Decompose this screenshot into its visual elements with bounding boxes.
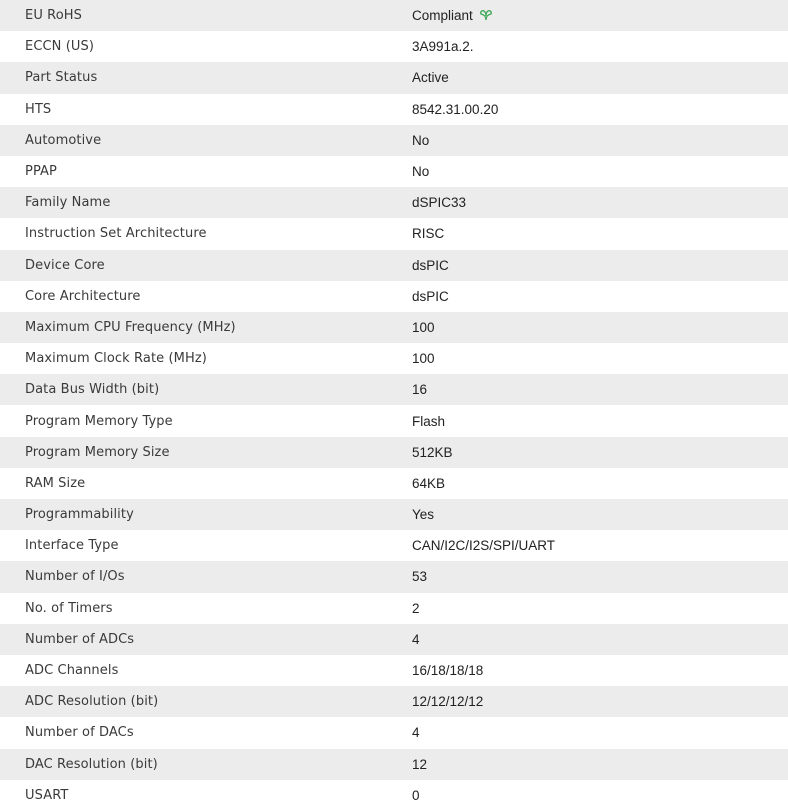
spec-value: 16/18/18/18 bbox=[412, 663, 484, 679]
spec-value-cell bbox=[412, 343, 788, 374]
spec-value: 16 bbox=[412, 382, 428, 398]
spec-label: Program Memory Type bbox=[25, 413, 173, 429]
spec-value: Compliant bbox=[412, 8, 473, 24]
spec-value: No bbox=[412, 164, 430, 180]
spec-label: Automotive bbox=[25, 132, 102, 148]
spec-row bbox=[0, 561, 788, 592]
spec-value-cell bbox=[412, 593, 788, 624]
spec-value-cell bbox=[412, 717, 788, 748]
spec-label: Instruction Set Architecture bbox=[25, 226, 207, 242]
spec-value-cell bbox=[412, 31, 788, 62]
spec-value: 100 bbox=[412, 351, 435, 367]
spec-row bbox=[0, 437, 788, 468]
spec-value-cell bbox=[412, 156, 788, 187]
spec-value-cell bbox=[412, 561, 788, 592]
spec-row bbox=[0, 655, 788, 686]
spec-value: CAN/I2C/I2S/SPI/UART bbox=[412, 538, 556, 554]
spec-value-cell bbox=[412, 499, 788, 530]
spec-label: ECCN (US) bbox=[25, 39, 95, 55]
spec-row bbox=[0, 312, 788, 343]
spec-value: RISC bbox=[412, 226, 445, 242]
spec-row bbox=[0, 94, 788, 125]
spec-label: ADC Channels bbox=[25, 663, 119, 679]
spec-value-cell bbox=[412, 405, 788, 436]
spec-value-cell bbox=[412, 281, 788, 312]
spec-row bbox=[0, 686, 788, 717]
spec-value: 4 bbox=[412, 631, 420, 647]
spec-value-cell bbox=[412, 250, 788, 281]
spec-row bbox=[0, 468, 788, 499]
spec-value: 64KB bbox=[412, 475, 446, 491]
spec-label: Maximum CPU Frequency (MHz) bbox=[25, 319, 236, 335]
spec-row bbox=[0, 593, 788, 624]
spec-value-cell bbox=[412, 655, 788, 686]
spec-label: Number of DACs bbox=[25, 725, 134, 741]
spec-value-cell bbox=[412, 530, 788, 561]
spec-label: Family Name bbox=[25, 195, 111, 211]
spec-row bbox=[0, 0, 788, 31]
spec-value: dsPIC bbox=[412, 257, 449, 273]
spec-value-cell bbox=[412, 437, 788, 468]
spec-value-cell bbox=[412, 686, 788, 717]
spec-label: Interface Type bbox=[25, 538, 119, 554]
spec-row bbox=[0, 281, 788, 312]
spec-value-cell bbox=[412, 187, 788, 218]
spec-label: USART bbox=[25, 787, 69, 803]
spec-value: Active bbox=[412, 70, 449, 86]
spec-label: Maximum Clock Rate (MHz) bbox=[25, 351, 207, 367]
spec-label: Program Memory Size bbox=[25, 444, 170, 460]
spec-label: HTS bbox=[25, 101, 52, 117]
spec-value-cell bbox=[412, 624, 788, 655]
spec-value: dSPIC33 bbox=[412, 195, 467, 211]
spec-row bbox=[0, 530, 788, 561]
spec-row bbox=[0, 343, 788, 374]
spec-label: RAM Size bbox=[25, 475, 86, 491]
spec-value: 53 bbox=[412, 569, 428, 585]
spec-value-cell bbox=[412, 0, 788, 31]
spec-value: 4 bbox=[412, 725, 420, 741]
spec-value: 0 bbox=[412, 787, 420, 803]
spec-row bbox=[0, 62, 788, 93]
spec-value-cell bbox=[412, 749, 788, 780]
spec-row bbox=[0, 125, 788, 156]
spec-value-cell bbox=[412, 125, 788, 156]
spec-value: 512KB bbox=[412, 444, 453, 460]
spec-row bbox=[0, 374, 788, 405]
spec-value: 2 bbox=[412, 600, 420, 616]
spec-value: 12 bbox=[412, 756, 428, 772]
spec-value-cell bbox=[412, 312, 788, 343]
spec-row bbox=[0, 624, 788, 655]
spec-value-cell bbox=[412, 62, 788, 93]
spec-label: EU RoHS bbox=[25, 8, 82, 24]
leaf-icon bbox=[479, 9, 493, 21]
spec-label: Device Core bbox=[25, 257, 105, 273]
spec-value: 8542.31.00.20 bbox=[412, 101, 499, 117]
spec-label: PPAP bbox=[25, 164, 57, 180]
spec-value: 12/12/12/12 bbox=[412, 694, 484, 710]
spec-label: Part Status bbox=[25, 70, 98, 86]
spec-label: Data Bus Width (bit) bbox=[25, 382, 160, 398]
spec-value-cell bbox=[412, 94, 788, 125]
spec-label: No. of Timers bbox=[25, 600, 113, 616]
spec-row bbox=[0, 187, 788, 218]
spec-value: Yes bbox=[412, 507, 435, 523]
spec-row bbox=[0, 780, 788, 811]
spec-label: DAC Resolution (bit) bbox=[25, 756, 158, 772]
spec-label: Number of ADCs bbox=[25, 631, 135, 647]
spec-label: ADC Resolution (bit) bbox=[25, 694, 159, 710]
spec-row bbox=[0, 405, 788, 436]
spec-value-cell bbox=[412, 218, 788, 249]
spec-value: 3A991a.2. bbox=[412, 39, 474, 55]
spec-value-cell bbox=[412, 468, 788, 499]
spec-label: Core Architecture bbox=[25, 288, 141, 304]
spec-row bbox=[0, 717, 788, 748]
spec-value: dsPIC bbox=[412, 288, 449, 304]
spec-row bbox=[0, 250, 788, 281]
spec-value-cell bbox=[412, 374, 788, 405]
spec-row bbox=[0, 31, 788, 62]
spec-label: Programmability bbox=[25, 507, 134, 523]
spec-value: 100 bbox=[412, 319, 435, 335]
spec-row bbox=[0, 749, 788, 780]
spec-row bbox=[0, 218, 788, 249]
spec-row bbox=[0, 156, 788, 187]
spec-value: Flash bbox=[412, 413, 446, 429]
spec-label: Number of I/Os bbox=[25, 569, 125, 585]
spec-row bbox=[0, 499, 788, 530]
spec-value: No bbox=[412, 132, 430, 148]
spec-value-cell bbox=[412, 780, 788, 811]
